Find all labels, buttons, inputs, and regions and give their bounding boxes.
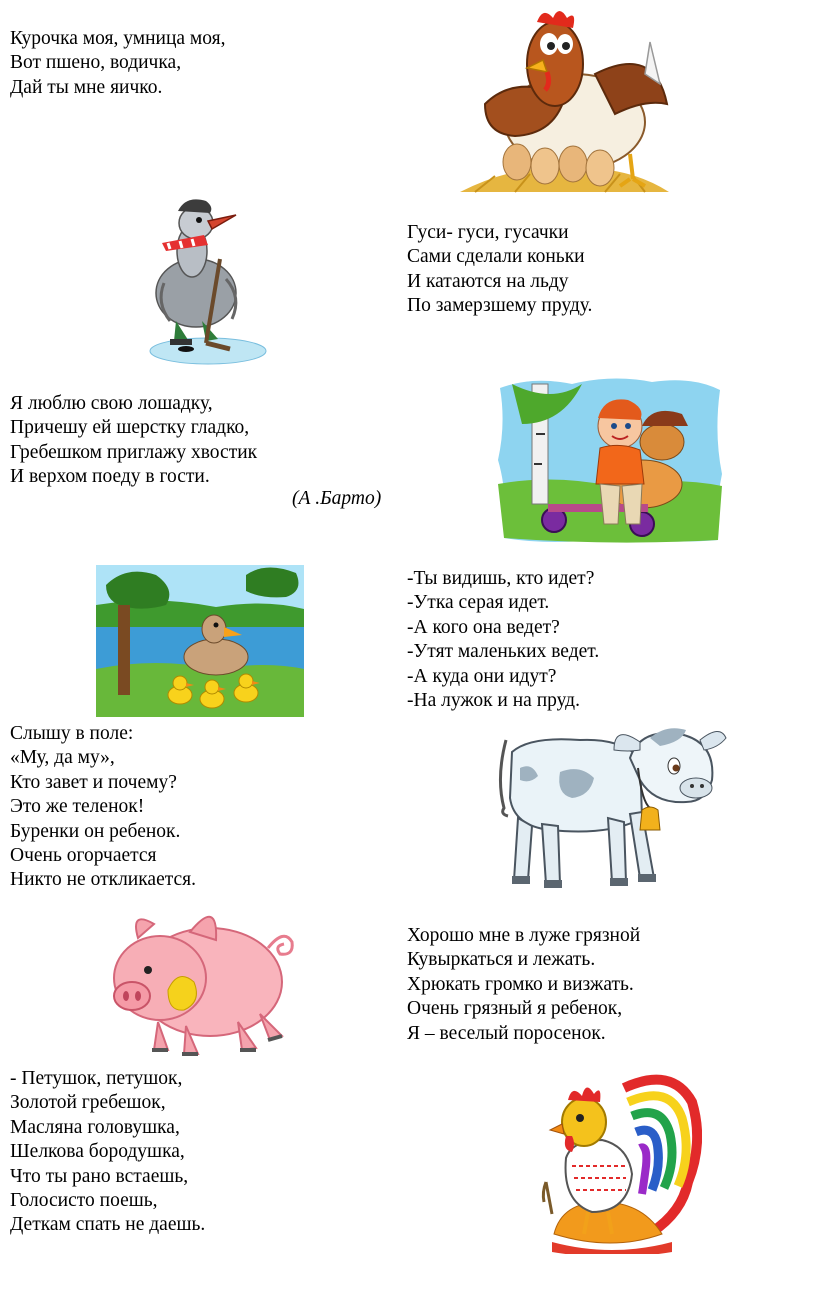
poem-geese xyxy=(407,221,592,319)
poem-line: Деткам спать не даешь. xyxy=(10,1214,206,1236)
pig-icon xyxy=(98,898,298,1062)
poem-line: Очень огорчается xyxy=(10,845,157,867)
goose-illustration xyxy=(146,193,270,365)
poem-line: Голосисто поешь, xyxy=(10,1190,158,1212)
poem-line: Что ты рано встаешь, xyxy=(10,1165,189,1187)
goose-icon xyxy=(146,193,270,365)
poem-line: -Утят маленьких ведет. xyxy=(407,641,600,663)
poem-line: -Утка серая идет. xyxy=(407,592,550,614)
poem-horse xyxy=(10,392,257,490)
poem-line: Причешу ей шерстку гладко, xyxy=(10,417,250,439)
poem-line: -Ты видишь, кто идет? xyxy=(407,568,595,589)
poem-line: Курочка моя, умница моя, xyxy=(10,28,226,49)
poem-line: «Му, да му», xyxy=(10,747,115,769)
duck-icon xyxy=(96,565,304,717)
poem-hen xyxy=(10,27,225,100)
poem-line: Слышу в поле: xyxy=(10,723,134,744)
poem-line: Сами сделали коньки xyxy=(407,246,585,268)
poem-duck xyxy=(407,567,599,713)
poem-line: -А кого она ведет? xyxy=(407,616,560,638)
poem-line: - Петушок, петушок, xyxy=(10,1068,183,1089)
poem-line: Буренки он ребенок. xyxy=(10,820,181,842)
poem-line: Хрюкать громко и визжать. xyxy=(407,973,634,995)
poem-line: Кувыркаться и лежать. xyxy=(407,949,596,971)
horse-illustration xyxy=(492,374,726,546)
poem-rooster xyxy=(10,1067,205,1238)
pig-illustration xyxy=(98,898,298,1062)
poem-line: -На лужок и на пруд. xyxy=(407,690,580,712)
poem-line: Дай ты мне яичко. xyxy=(10,76,163,98)
calf-illustration xyxy=(490,718,728,894)
poem-line: И верхом поеду в гости. xyxy=(10,466,210,488)
poem-line: И катаются на льду xyxy=(407,270,569,292)
poem-line: Хорошо мне в луже грязной xyxy=(407,925,641,946)
poem-line: По замерзшему пруду. xyxy=(407,295,593,317)
poem-line: Очень грязный я ребенок, xyxy=(407,998,623,1020)
toy-horse-icon xyxy=(492,374,726,546)
poem-line: Это же теленок! xyxy=(10,796,145,818)
rooster-icon xyxy=(532,1062,702,1254)
poem-line: Я – веселый поросенок. xyxy=(407,1022,606,1044)
duck-illustration xyxy=(96,565,304,717)
poem-line: Кто завет и почему? xyxy=(10,771,177,793)
poem-line: Вот пшено, водичка, xyxy=(10,52,182,74)
poem-line: -А куда они идут? xyxy=(407,665,557,687)
poem-calf xyxy=(10,722,196,893)
poem-line: Гуси- гуси, гусачки xyxy=(407,222,569,243)
hen-illustration xyxy=(455,4,673,196)
calf-icon xyxy=(490,718,728,894)
poem-author: (А .Барто) xyxy=(292,488,382,509)
poem-pig xyxy=(407,924,640,1046)
poem-line: Никто не откликается. xyxy=(10,869,196,891)
poem-line: Я люблю свою лошадку, xyxy=(10,393,213,414)
poem-line: Золотой гребешок, xyxy=(10,1092,166,1114)
rooster-illustration xyxy=(532,1062,702,1254)
hen-icon xyxy=(455,4,673,196)
poem-line: Шелкова бородушка, xyxy=(10,1141,185,1163)
poem-line: Масляна головушка, xyxy=(10,1116,180,1138)
poem-line: Гребешком приглажу хвостик xyxy=(10,441,258,463)
